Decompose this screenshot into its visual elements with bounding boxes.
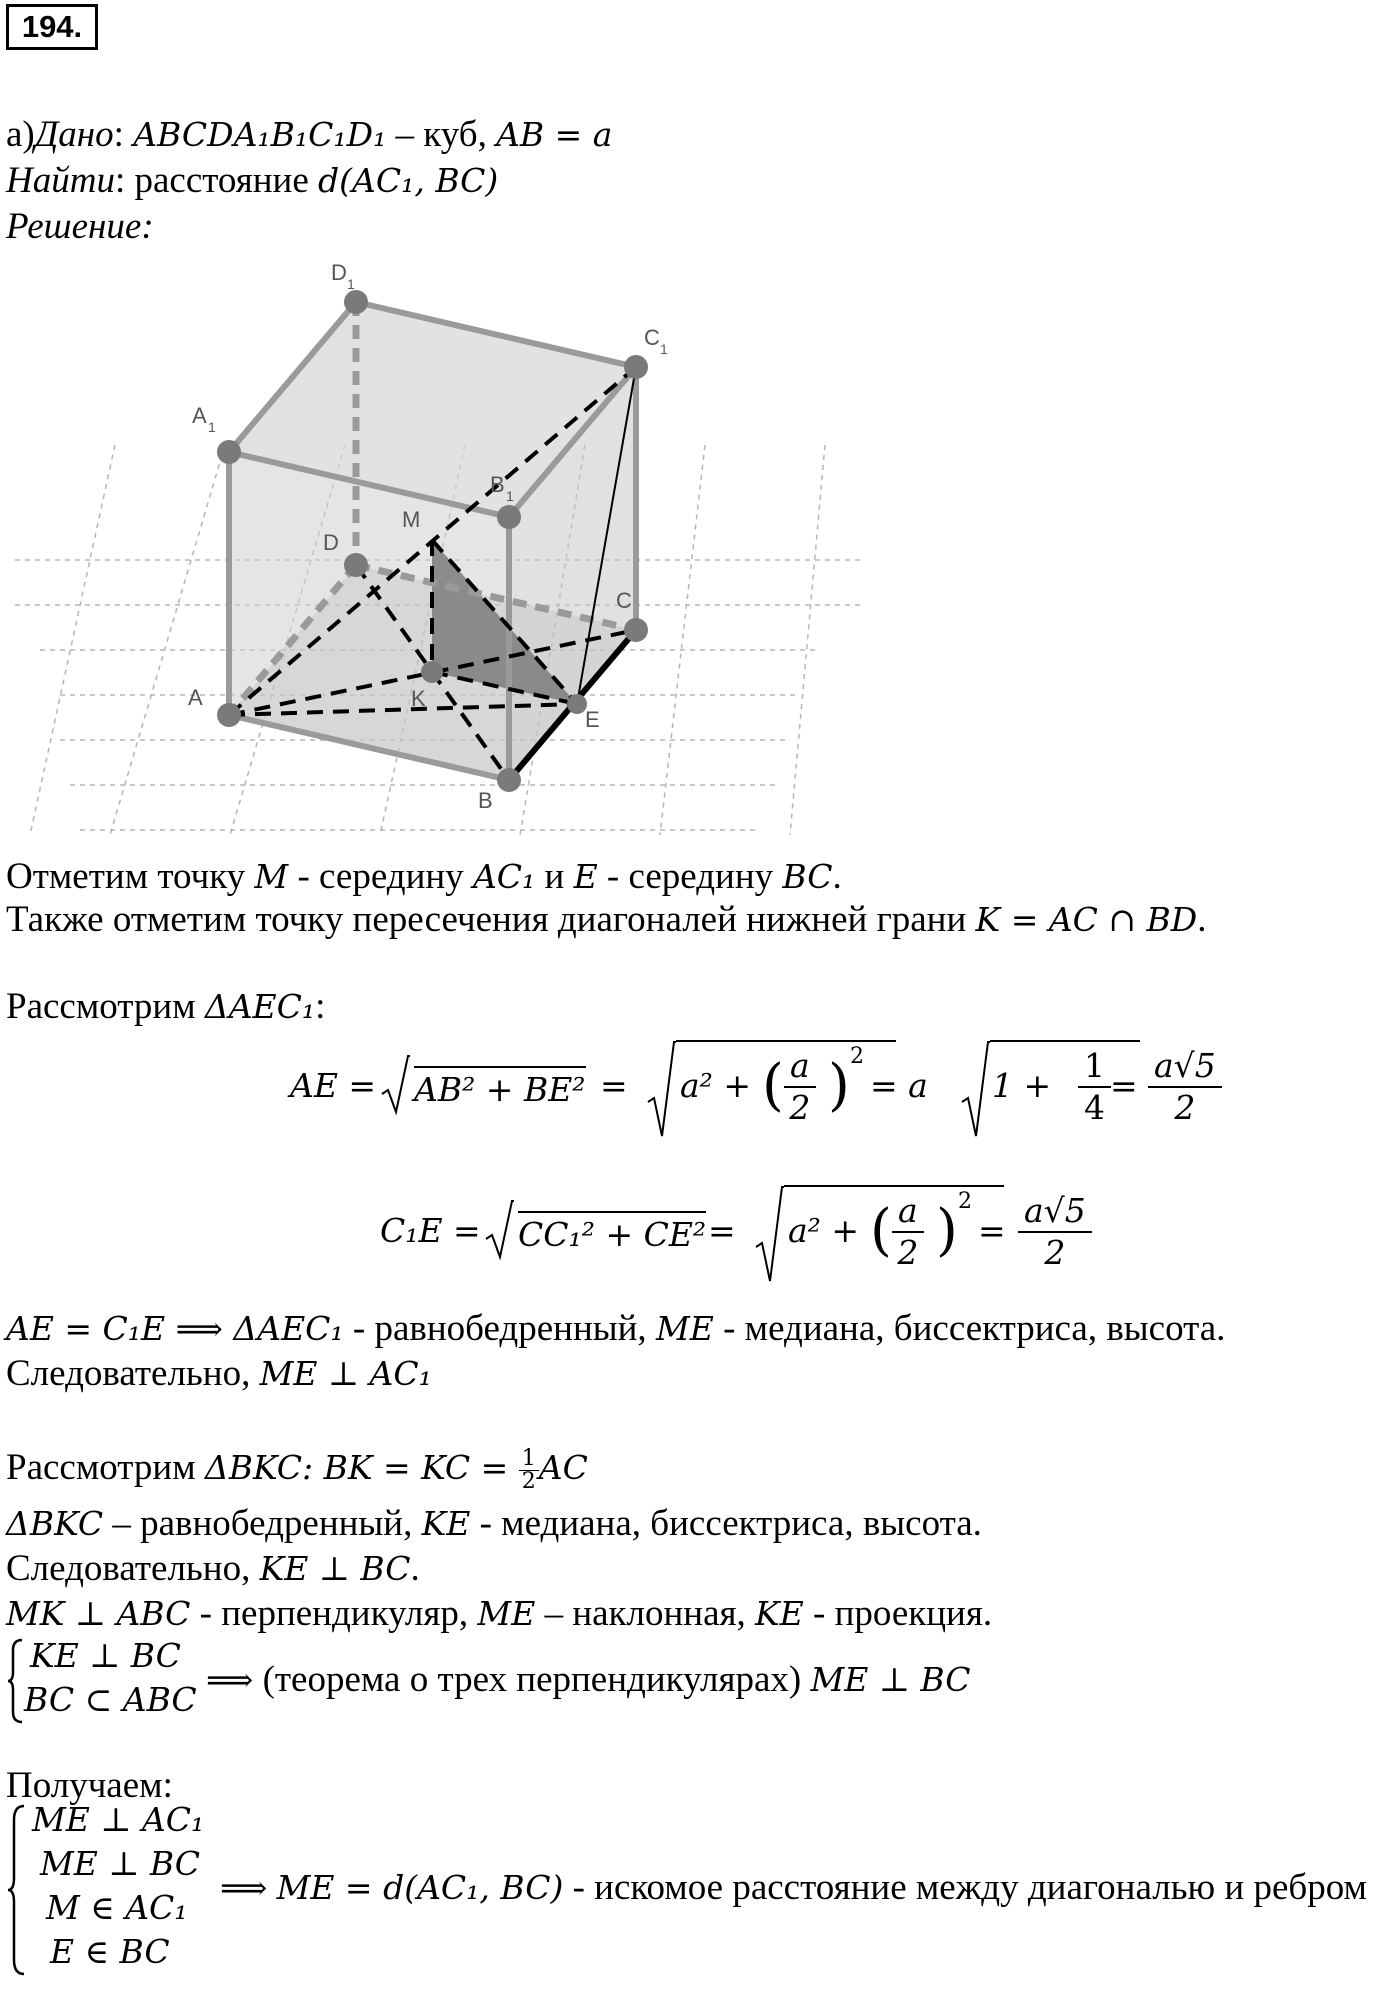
line-mark-points — [6, 855, 842, 899]
eq-ae-eq2: = — [1110, 1066, 1138, 1105]
paren-open: ( — [870, 1198, 892, 1263]
frac-num: a√5 — [1018, 1191, 1092, 1233]
frac-den: 2 — [521, 1469, 536, 1495]
problem-number-box: 194. — [6, 4, 98, 50]
eq-c1e-root2: a² + — [788, 1211, 860, 1250]
given-line: а)Дано: ABCDA₁B₁C₁D₁ – куб, AB = a — [6, 114, 613, 155]
eq-ae-root3: 1 + — [992, 1066, 1052, 1105]
label-D1-sub: 1 — [347, 276, 355, 292]
given-cube: ABCDA₁B₁C₁D₁ — [133, 115, 387, 154]
math-span: ME = d(AC₁, BC) — [276, 1868, 564, 1907]
line-me-perp-ac1 — [6, 1352, 432, 1396]
equation-ae — [290, 1040, 1216, 1150]
text-span: . — [410, 1548, 420, 1589]
implies-arrow: ⟹ — [206, 1660, 254, 1699]
label-B: B — [478, 788, 493, 813]
math-span: E — [573, 857, 598, 896]
text-span: . — [832, 856, 842, 897]
paren-open: ( — [762, 1053, 784, 1118]
system-row: KE ⊥ BC — [30, 1636, 181, 1675]
eq-ae-root1: AB² + BE² — [414, 1066, 586, 1109]
text-span: - медиана, биссектриса, высота. — [713, 1308, 1226, 1349]
equation-c1e — [380, 1185, 1180, 1295]
paren-close: ) — [936, 1198, 958, 1263]
math-span: KE — [421, 1504, 471, 1543]
find-distance: d(AC₁, BC) — [318, 161, 499, 200]
text-span: - проекция. — [803, 1593, 993, 1634]
line-mark-k — [6, 898, 1207, 942]
text-span: Следовательно, — [6, 1353, 260, 1394]
text-span: Рассмотрим — [6, 1447, 205, 1488]
math-span: MK ⊥ ABC — [6, 1594, 191, 1633]
square-exp: 2 — [850, 1044, 864, 1069]
eq-c1e-eq: = — [708, 1211, 736, 1250]
given-word: Дано — [34, 114, 114, 155]
label-D: D — [323, 530, 339, 555]
text-span: Следовательно, — [6, 1548, 260, 1589]
system-row: BC ⊂ ABC — [24, 1680, 197, 1719]
square-exp: 2 — [958, 1189, 972, 1214]
paren-close: ) — [828, 1053, 850, 1118]
label-C1: C — [644, 325, 660, 350]
cube-figure — [0, 240, 900, 860]
line-isosceles-bkc — [6, 1502, 982, 1546]
given-edge: AB = a — [496, 115, 613, 154]
eq-c1e-lhs: C₁E = — [380, 1211, 481, 1250]
system-three-perpendiculars — [6, 1636, 1006, 1726]
line-consider-bkc — [6, 1446, 588, 1493]
frac-num: a — [784, 1046, 816, 1088]
line-obtain: Получаем: — [6, 1765, 173, 1806]
text-span: (теорема о трех перпендикулярах) — [253, 1659, 811, 1700]
text-span: Рассмотрим — [6, 986, 205, 1027]
text-span: . — [1197, 899, 1207, 940]
text-span: - искомое расстояние между диагональю и ребром — [563, 1867, 1367, 1908]
text-span: - середину — [597, 856, 783, 897]
math-span: K = AC ∩ BD — [975, 900, 1198, 939]
frac-num: 1 — [519, 1448, 539, 1471]
line-isosceles-aec1 — [6, 1307, 1225, 1351]
line-perpendicular — [6, 1592, 992, 1636]
label-A1: A — [192, 403, 207, 428]
math-span: ME — [477, 1594, 536, 1633]
math-span: BC — [782, 857, 833, 896]
eq-ae-lhs: AE = — [290, 1066, 377, 1105]
find-text: : расстояние — [114, 160, 319, 201]
label-B1-sub: 1 — [506, 488, 514, 504]
part-label: а) — [6, 114, 35, 155]
text-span: и — [535, 856, 574, 897]
label-M: M — [402, 507, 421, 532]
text-span: – равнобедренный, — [103, 1503, 422, 1544]
math-span: AC — [538, 1448, 588, 1487]
find-line — [6, 159, 498, 203]
math-span: ME ⊥ BC — [810, 1660, 971, 1699]
math-span: ΔAEC₁ — [204, 987, 316, 1026]
label-C: C — [616, 588, 632, 613]
system-row: E ∈ BC — [50, 1932, 170, 1971]
frac-num: a — [892, 1191, 924, 1233]
math-span: KE ⊥ BC — [259, 1549, 411, 1588]
label-K: K — [411, 686, 426, 711]
line-ke-perp-bc — [6, 1547, 420, 1591]
frac-den: 4 — [1084, 1088, 1105, 1127]
label-C1-sub: 1 — [660, 341, 668, 357]
eq-c1e-eq2: = — [978, 1211, 1006, 1250]
implies-arrow: ⟹ — [220, 1868, 268, 1907]
text-span: Отметим точку — [6, 856, 255, 897]
label-D1: D — [331, 260, 347, 285]
system-row: ME ⊥ BC — [40, 1844, 201, 1883]
solution-heading: Решение: — [6, 206, 154, 247]
eq-ae-eq: = — [600, 1066, 628, 1105]
system-row: ME ⊥ AC₁ — [32, 1800, 205, 1839]
math-span: AE = C₁E ⟹ ΔAEC₁ — [6, 1309, 344, 1348]
frac-num: a√5 — [1148, 1046, 1222, 1088]
frac-den: 2 — [1044, 1233, 1066, 1272]
label-A: A — [188, 685, 203, 710]
text-span: : — [315, 986, 326, 1027]
text-span: - середину — [288, 856, 473, 897]
frac-den: 2 — [1174, 1088, 1196, 1127]
text-span: - перпендикуляр, — [190, 1593, 478, 1634]
text-span: Также отметим точку пересечения диагоналей нижней грани — [6, 899, 976, 940]
math-span: M — [254, 857, 289, 896]
system-row: M ∈ AC₁ — [46, 1888, 188, 1927]
frac-num: 1 — [1078, 1046, 1111, 1088]
math-span: ME — [655, 1309, 714, 1348]
find-word: Найти — [6, 160, 115, 201]
eq-c1e-root1: CC₁² + CE² — [518, 1211, 706, 1254]
frac-den: 2 — [897, 1233, 919, 1272]
label-A1-sub: 1 — [208, 419, 216, 435]
cube-text: – куб, — [386, 114, 497, 155]
math-span: ΔBKC — [6, 1504, 104, 1543]
text-span: – наклонная, — [535, 1593, 756, 1634]
math-span: ME ⊥ AC₁ — [259, 1354, 432, 1393]
math-span: KE — [755, 1594, 804, 1633]
system-final-result — [220, 1866, 1367, 1910]
eq-ae-a: = a — [870, 1066, 928, 1105]
line-consider-aec1 — [6, 985, 325, 1029]
frac-den: 2 — [789, 1088, 811, 1127]
system-final — [6, 1800, 1396, 1980]
math-span: AC₁ — [472, 857, 536, 896]
label-B1: B — [490, 472, 505, 497]
math-span: ΔBKC: BK = KC = — [204, 1448, 519, 1487]
eq-ae-root2: a² + — [680, 1066, 752, 1105]
system-result — [206, 1658, 970, 1702]
solution-word: Решение — [6, 206, 142, 247]
label-E: E — [585, 707, 600, 732]
text-span: - равнобедренный, — [343, 1308, 656, 1349]
text-span: - медиана, биссектриса, высота. — [470, 1503, 982, 1544]
